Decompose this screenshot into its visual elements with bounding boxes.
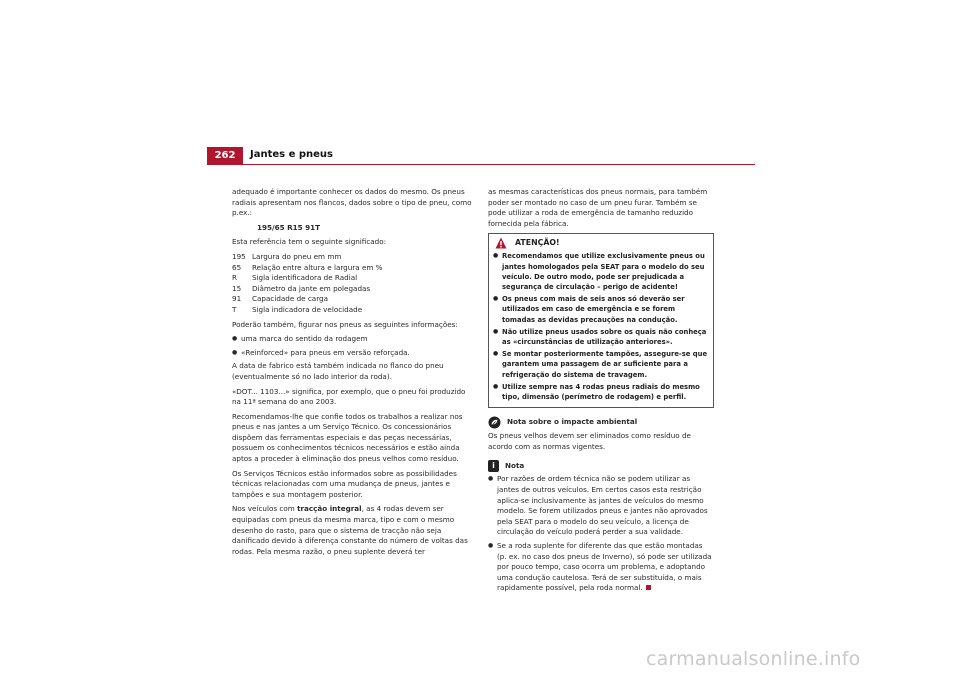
note-item-text: Se a roda suplente for diferente das que estão montadas (p. ex. no caso dos pneus de Inverno), só pode ser utilizada por pouco tempo, caso ocorra um problema, e adoptando uma condução cautelosa. Terá de ser substituída, o mais rapidamente possível, pela roda normal. xyxy=(497,540,712,593)
meaning-paragraph: Esta referência tem o seguinte significado: xyxy=(232,237,387,247)
dot-paragraph: «DOT... 1103...» significa, por exemplo, que o pneu foi produzido na 11ª semana do ano 2003. xyxy=(232,386,466,407)
warning-title: ATENÇÃO! xyxy=(515,238,560,248)
info-paragraph: Os Serviços Técnicos estão informados sobre as possibilidades técnicas relacionadas com uma mudança de pneus, jantes e tampões e sua montagem posterior. xyxy=(232,468,457,499)
tyre-code-row xyxy=(232,305,475,316)
intro-paragraph: adequado é importante conhecer os dados do mesmo. Os pneus radiais apresentam nos flancos, dados sobre o tipo de pneu, como p.ex.: xyxy=(232,187,472,218)
note-heading xyxy=(488,460,714,472)
warning-item: ● Não utilize pneus usados sobre os quais não conheça as «circunstâncias de utilização anteriores». xyxy=(493,327,709,347)
tyre-code: T xyxy=(232,304,237,314)
traction-paragraph xyxy=(232,504,475,557)
warning-body xyxy=(489,251,713,407)
tyre-code-desc: Sigla indicadora de velocidade xyxy=(252,304,363,314)
warning-box xyxy=(488,233,714,408)
tyre-code-row xyxy=(232,294,475,305)
tyre-code: 15 xyxy=(232,283,242,293)
tyre-code-row xyxy=(232,263,475,274)
right-column xyxy=(488,187,714,597)
environment-title: Nota sobre o impacte ambiental xyxy=(507,417,638,427)
bullet-item: ● «Reinforced» para pneus em versão reforçada. xyxy=(232,348,475,359)
traction-text: Nos veículos com xyxy=(232,504,295,514)
date-paragraph: A data de fabrico está também indicada no flanco do pneu (eventualmente só no lado interior da roda). xyxy=(232,361,444,381)
more-info-paragraph: Poderão também, figurar nos pneus as seguintes informações: xyxy=(232,319,458,329)
tyre-code: 91 xyxy=(232,294,242,304)
bullet-item: ● uma marca do sentido da rodagem xyxy=(232,334,475,345)
service-paragraph: Recomendamos-lhe que confie todos os trabalhos a realizar nos pneus e nas jantes a um Serviço Técnico. Os concessionários dispõem das ferramentas especiais e das peças necessárias, possuem os conhecimentos técnicos necessários e estão ainda aptos a proceder à eliminação dos pneus velhos como resíduo. xyxy=(232,411,463,464)
tyre-code-desc: Largura do pneu em mm xyxy=(252,251,342,261)
environment-text: Os pneus velhos devem ser eliminados como resíduo de acordo com as normas vigentes. xyxy=(488,431,691,451)
tyre-code: R xyxy=(232,273,237,283)
note-item: ● Por razões de ordem técnica não se podem utilizar as jantes de outros veículos. Em certos casos esta restrição aplica-se inclusivamente às jantes de veículos do mesmo modelo. Se forem utilizados pneus e jantes não aprovados pela SEAT para o modelo do seu veículo, a licença de circulação do veículo poderá perder a sua validade. xyxy=(488,474,714,538)
warning-item: ● Utilize sempre nas 4 rodas pneus radiais do mesmo tipo, dimensão (perímetro de rodagem) e perfil. xyxy=(493,382,709,402)
chapter-title: Jantes e pneus xyxy=(250,149,333,160)
warning-item: ● Recomendamos que utilize exclusivamente pneus ou jantes homologados pela SEAT para o modelo do seu veículo. De outro modo, pode ser prejudicada a segurança de circulação – perigo de acidente! xyxy=(493,251,709,292)
tyre-code-table xyxy=(232,252,475,316)
tyre-code-row xyxy=(232,273,475,284)
page-number: 262 xyxy=(207,147,243,165)
warning-item: ● Os pneus com mais de seis anos só deverão ser utilizados em caso de emergência e se forem tomadas as devidas precauções na condução. xyxy=(493,294,709,325)
end-of-section-icon xyxy=(646,585,651,590)
note-icon: i xyxy=(488,460,499,472)
tyre-code: 65 xyxy=(232,262,242,272)
tyre-code-row xyxy=(232,284,475,295)
traction-bold: tracção integral xyxy=(297,504,362,514)
warning-header xyxy=(489,234,713,251)
traction-text-end: , as 4 rodas devem ser equipadas com pneus da mesma marca, tipo e com o mesmo desenho do rasto, para que o sistema de tracção não seja danificado devido à diferença constante do número de voltas das rodas. Pela mesma razão, o pneu suplente deverá ter xyxy=(232,504,468,556)
tyre-code-desc: Capacidade de carga xyxy=(252,294,328,304)
tyre-code-desc: Diâmetro da jante em polegadas xyxy=(252,283,371,293)
left-column xyxy=(232,187,475,561)
warning-item: ● Se montar posteriormente tampões, assegure-se que garantem uma passagem de ar suficiente para a refrigeração do sistema de travagem. xyxy=(493,349,709,380)
environment-icon xyxy=(488,416,501,429)
note-title: Nota xyxy=(505,461,525,471)
tyre-code-row xyxy=(232,252,475,263)
tyre-spec-example: 195/65 R15 91T xyxy=(257,222,321,232)
tyre-code-desc: Relação entre altura e largura em % xyxy=(252,262,383,272)
tyre-code: 195 xyxy=(232,251,246,261)
continuation-paragraph: as mesmas características dos pneus normais, para também poder ser montado no caso de um pneu furar. Também se pode utilizar a roda de emergência de tamanho reduzido fornecida pela fábrica. xyxy=(488,187,708,228)
tyre-code-desc: Sigla identificadora de Radial xyxy=(252,273,358,283)
warning-triangle-icon xyxy=(495,237,507,249)
note-item xyxy=(488,541,714,594)
watermark: carmanualsonline.info xyxy=(646,648,861,670)
environment-heading xyxy=(488,416,714,429)
header-divider xyxy=(207,164,755,165)
